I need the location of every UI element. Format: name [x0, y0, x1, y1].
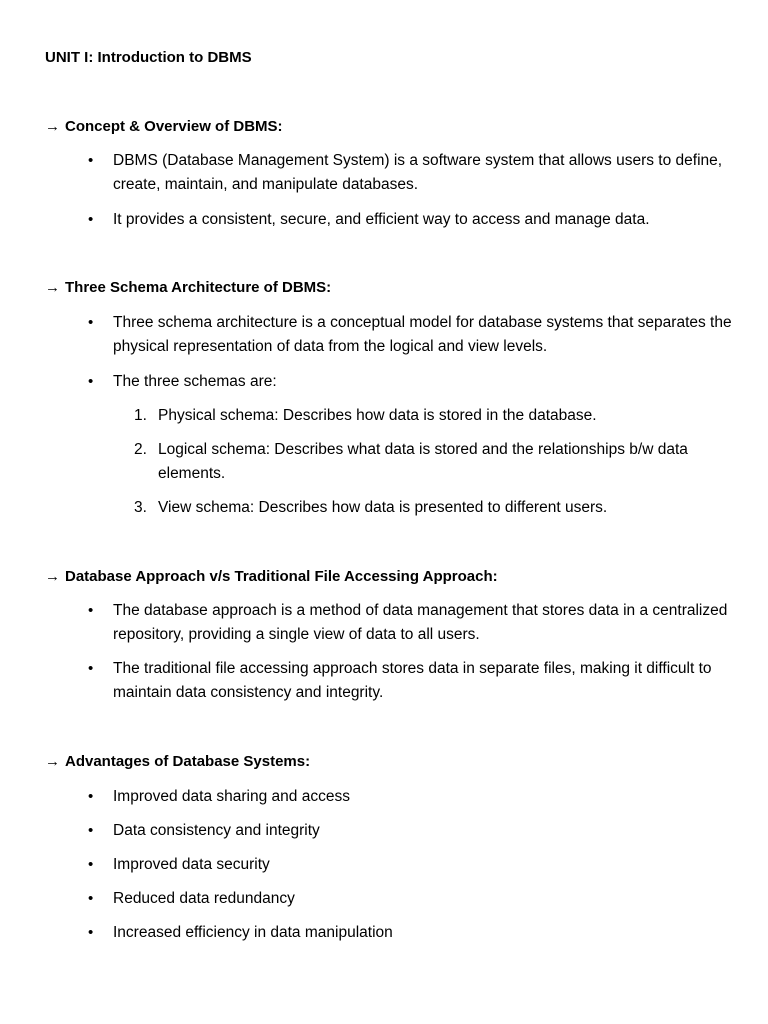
- section-heading-text: Three Schema Architecture of DBMS:: [65, 279, 332, 296]
- section-heading-advantages: [45, 753, 310, 770]
- bullet-icon: •: [88, 924, 94, 941]
- numbered-item: View schema: Describes how data is presented to different users.: [158, 499, 608, 516]
- list-item: Improved data security: [113, 856, 270, 873]
- bullet-icon: •: [88, 788, 94, 805]
- section-heading-three-schema: [45, 279, 331, 296]
- bullet-icon: •: [88, 211, 94, 228]
- list-item: The three schemas are:: [113, 373, 277, 390]
- list-item: Three schema architecture is a conceptual model for database systems that separates the physical representation of data from the logical and view levels.: [113, 314, 732, 355]
- section-heading-database-approach: [45, 568, 498, 585]
- bullet-icon: •: [88, 890, 94, 907]
- list-number: 2.: [134, 441, 147, 458]
- arrow-icon: →: [45, 753, 60, 770]
- list-item: Increased efficiency in data manipulation: [113, 924, 393, 941]
- list-item: Improved data sharing and access: [113, 788, 350, 805]
- arrow-icon: →: [45, 568, 60, 585]
- list-item: The traditional file accessing approach stores data in separate files, making it difficult to maintain data consistency and integrity.: [113, 660, 712, 701]
- bullet-icon: •: [88, 314, 94, 331]
- list-item: Data consistency and integrity: [113, 822, 320, 839]
- list-item: DBMS (Database Management System) is a software system that allows users to define, create, maintain, and manipulate databases.: [113, 152, 723, 193]
- arrow-icon: →: [45, 279, 60, 296]
- list-number: 1.: [134, 407, 147, 424]
- section-heading-text: Database Approach v/s Traditional File Accessing Approach:: [65, 568, 498, 585]
- arrow-icon: →: [45, 118, 60, 135]
- bullet-icon: •: [88, 373, 94, 390]
- bullet-icon: •: [88, 822, 94, 839]
- section-heading-text: Advantages of Database Systems:: [65, 753, 311, 770]
- bullet-icon: •: [88, 152, 94, 169]
- list-item: The database approach is a method of data management that stores data in a centralized repository, providing a single view of data to all users.: [113, 602, 728, 643]
- section-heading-text: Concept & Overview of DBMS:: [65, 118, 283, 135]
- list-item: Reduced data redundancy: [113, 890, 295, 907]
- section-heading-concept: [45, 118, 283, 135]
- bullet-icon: •: [88, 856, 94, 873]
- bullet-icon: •: [88, 660, 94, 677]
- numbered-item: Physical schema: Describes how data is stored in the database.: [158, 407, 597, 424]
- list-number: 3.: [134, 499, 147, 516]
- list-item: It provides a consistent, secure, and efficient way to access and manage data.: [113, 211, 650, 228]
- numbered-item: Logical schema: Describes what data is stored and the relationships b/w data elements.: [158, 441, 688, 482]
- page-title: UNIT I: Introduction to DBMS: [45, 49, 252, 66]
- bullet-icon: •: [88, 602, 94, 619]
